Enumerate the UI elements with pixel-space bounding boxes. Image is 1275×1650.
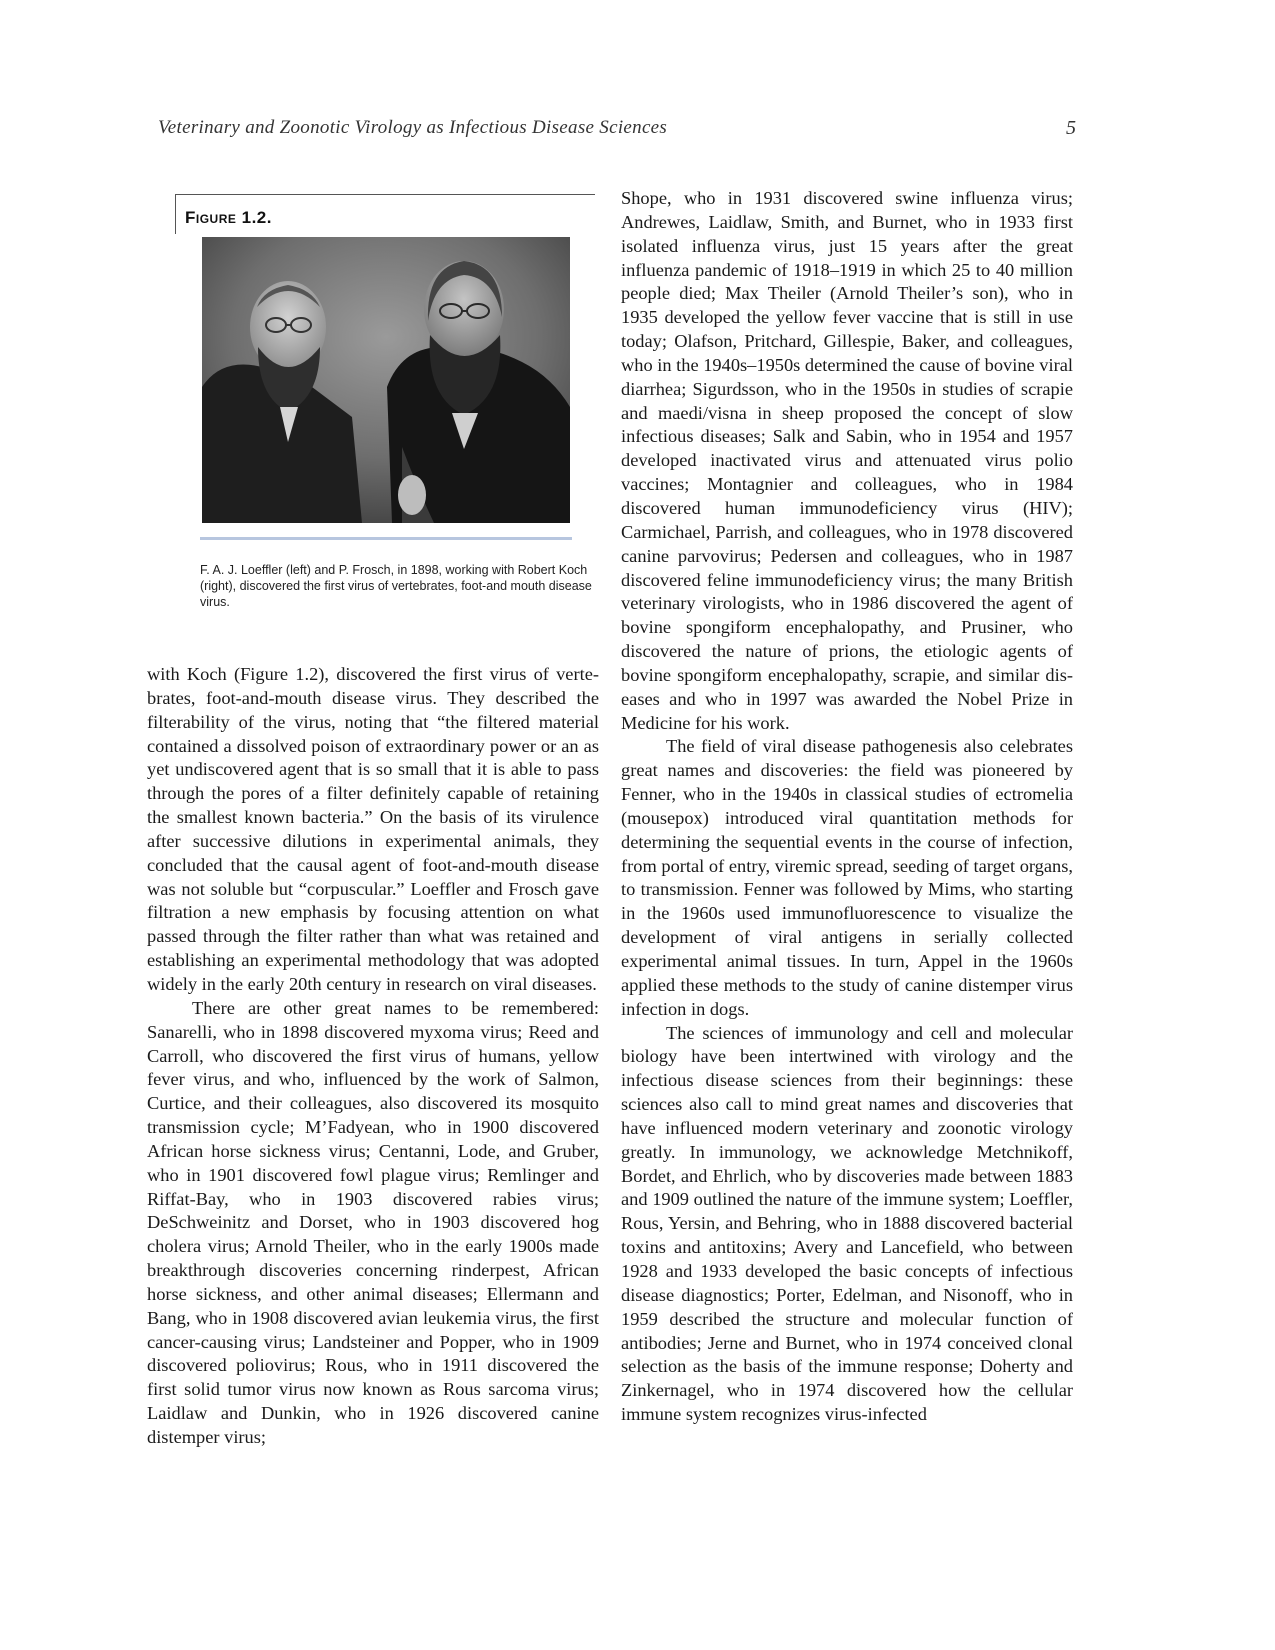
portrait-photo <box>202 237 570 523</box>
left-column <box>147 663 599 1450</box>
figure-top-rule <box>175 194 595 195</box>
paragraph: with Koch (Figure 1.2), discovered the first virus of vertebrates, foot-and-mouth disease virus. They described the filterability of the virus, noting that “the filtered material contained a dissolved poison of extraordinary power or an as yet undiscovered agent that is so small that it is able to pass through the pores of a filter definitely capable of retaining the smallest known bacteria.” On the basis of its virulence after successive dilutions in experimental animals, they concluded that the causal agent of foot-and-mouth disease was not soluble but “corpuscular.” Loeffler and Frosch gave filtration a new emphasis by focusing attention on what passed through the filter rather than what was retained and establishing an experimental methodology that was adopted widely in the early 20th century in research on viral diseases. <box>147 664 599 994</box>
caption-divider <box>200 537 572 540</box>
paragraph: Shope, who in 1931 discovered swine influenza virus; Andrewes, Laidlaw, Smith, and Burnet, who in 1933 first isolated influenza virus, just 15 years after the great influenza pandemic of 1918–1919 in which 25 to 40 million people died; Max Theiler (Arnold Theiler’s son), who in 1935 developed the yellow fever vaccine that is still in use today; Olafson, Pritchard, Gillespie, Baker, and colleagues, who in the 1940s–1950s determined the cause of bovine viral diarrhea; Sigurdsson, who in the 1950s in studies of scrapie and maedi/visna in sheep proposed the concept of slow infectious diseases; Salk and Sabin, who in 1954 and 1957 developed inactivated virus and attenuated virus polio vaccines; Montagnier and colleagues, who in 1984 discovered human immunodeficiency virus (HIV); Carmichael, Parrish, and colleagues, who in 1978 discovered canine parvovirus; Pedersen and colleagues, who in 1987 discovered feline immunodeficiency virus; the many British veterinary virologists, who in 1986 discovered the agent of bovine spongiform encephalopathy, and Prusiner, who discovered the nature of prions, the etiologic agents of bovine spongiform encephalopathy, scrapie, and similar diseases and who in 1997 was awarded the Nobel Prize in Medicine for his work. <box>621 188 1073 733</box>
page-number: 5 <box>1066 117 1076 139</box>
paragraph: The sciences of immunology and cell and molecular biology have been intertwined with virology and the infectious disease sciences from their beginnings: these sciences also call to mind great names and discoveries that have influenced modern veterinary and zoonotic virology greatly. In immunology, we acknowledge Metchnikoff, Bordet, and Ehrlich, who by discoveries made between 1883 and 1909 outlined the nature of the immune system; Loeffler, Rous, Yersin, and Behring, who in 1888 discovered bacterial toxins and antitoxins; Avery and Lancefield, who between 1928 and 1933 developed the basic concepts of infectious disease diagnostics; Porter, Edelman, and Nisonoff, who in 1959 described the structure and molecular function of antibodies; Jerne and Burnet, who in 1974 conceived clonal selection as the basis of the immune response; Doherty and Zinkernagel, who in 1974 discovered how the cellular immune system recognizes virus-infected <box>621 1022 1073 1425</box>
paragraph: There are other great names to be remembered: Sanarelli, who in 1898 discovered myxoma virus; Reed and Carroll, who discovered the first virus of humans, yellow fever virus, and who, influenced by the work of Salmon, Curtice, and their colleagues, also discovered its mosquito transmission cycle; M’Fadyean, who in 1900 discovered African horse sickness virus; Centanni, Lode, and Gruber, who in 1901 discovered fowl plague virus; Remlinger and Riffat-Bay, who in 1903 discovered rabies virus; DeSchweinitz and Dorset, who in 1903 discovered hog cholera virus; Arnold Theiler, who in the early 1900s made breakthrough discoveries concerning rinderpest, African horse sickness, and other animal diseases; Ellermann and Bang, who in 1908 discovered avian leukemia virus, the first cancer-causing virus; Landsteiner and Popper, who in 1909 discovered poliovirus; Rous, who in 1911 discovered the first solid tumor virus now known as Rous sarcoma virus; Laidlaw and Dunkin, who in 1926 discovered canine distemper virus; <box>147 997 599 1447</box>
figure-1-2 <box>175 194 595 634</box>
figure-caption: F. A. J. Loeffler (left) and P. Frosch, in 1898, working with Robert Koch (right), discovered the first virus of vertebrates, foot-and mouth disease virus. <box>200 563 592 609</box>
running-title: Veterinary and Zoonotic Virology as Infectious Disease Sciences <box>158 117 668 138</box>
paragraph: The field of viral disease pathogenesis also celebrates great names and discoveries: the field was pioneered by Fenner, who in the 1940s in classical studies of ectromelia (mousepox) introduced viral quantitation methods for determining the sequential events in the course of infection, from portal of entry, viremic spread, seeding of target organs, to transmission. Fenner was followed by Mims, who starting in the 1960s used immunofluorescence to visualize the development of viral antigens in serially collected experimental animal tissues. In turn, Appel in the 1960s applied these methods to the study of canine distemper virus infection in dogs. <box>621 736 1073 1019</box>
right-column <box>621 187 1073 1427</box>
running-header <box>158 117 1076 147</box>
figure-label: Figure 1.2. <box>185 208 272 227</box>
figure-left-rule <box>175 194 176 234</box>
